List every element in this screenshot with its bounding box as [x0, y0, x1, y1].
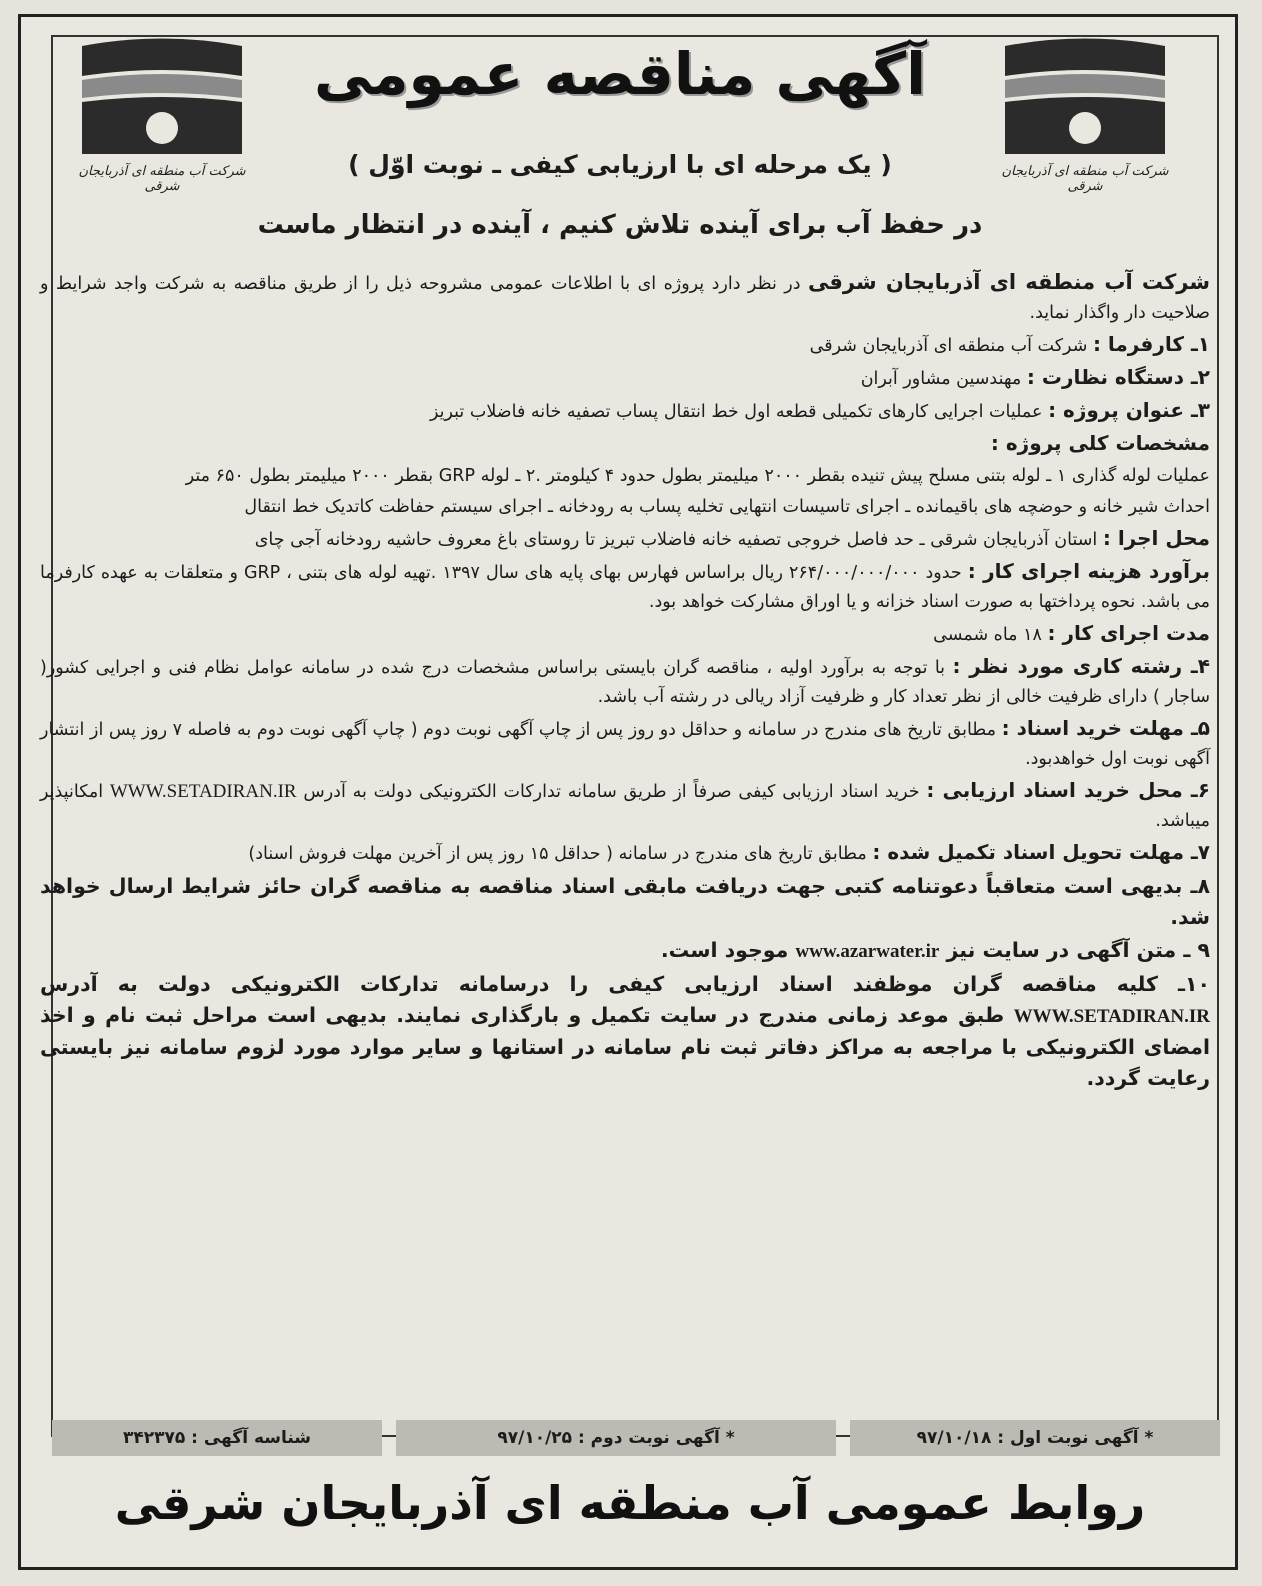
item-duration — [40, 619, 1210, 650]
item9-text-a: ۹ ـ متن آگهی در سایت نیز — [946, 938, 1210, 962]
specs-line-2: احداث شیر خانه و حوضچه های باقیمانده ـ اجرای تاسیسات انتهایی تخلیه پساب به رودخانه ـ اجرای سیستم حفاظت کاتدیک خط انتقال — [244, 497, 1210, 517]
delivery-label: ۷ـ مهلت تحویل اسناد تکمیل شده : — [872, 840, 1210, 864]
item10-text-b: طبق موعد زمانی مندرج در سایت تکمیل و بارگذاری نمایند. بدیهی است مراحل ثبت نام و اخذ امضای الکترونیکی با مراجعه به مراکز دفاتر ثبت نام سامانه در استانها و سایر موارد مورد لزوم سامانه نیز بایستی رعایت گردد. — [40, 1003, 1210, 1090]
public-relations-title: روابط عمومی آب منطقه ای آذربایجان شرقی — [114, 1476, 1146, 1530]
item-project — [40, 396, 1210, 427]
purchase-label: ۶ـ محل خرید اسناد ارزیابی : — [926, 778, 1210, 802]
duration-label: مدت اجرای کار : — [1047, 621, 1210, 645]
field-label: ۴ـ رشته کاری مورد نظر : — [952, 654, 1210, 678]
item-location — [40, 524, 1210, 555]
employer-value: شرکت آب منطقه ای آذربایجان شرقی — [809, 336, 1088, 356]
item-8: ۸ـ بدیهی است متعاقباً دعوتنامه کتبی جهت دریافت مابقی اسناد مناقصه به مناقصه گران حائز شرایط ارسال خواهد شد. — [40, 874, 1210, 929]
page-title: آگهی مناقصه عمومی — [313, 40, 927, 108]
specs-label: مشخصات کلی پروژه : — [990, 431, 1210, 455]
employer-label: ۱ـ کارفرما : — [1092, 332, 1210, 356]
supervisor-label: ۲ـ دستگاه نظارت : — [1026, 365, 1210, 389]
purchase-url-link[interactable]: WWW.SETADIRAN.IR — [109, 781, 297, 802]
water-logo-icon — [1000, 36, 1170, 156]
publication-dates-bar — [40, 1420, 1220, 1460]
field-value: با توجه به برآورد اولیه ، مناقصه گران بایستی براساس مشخصات درج شده در سامانه عوامل نظام فنی و اجرایی کشور( ساجار ) دارای ظرفیت خالی از نظر تعداد کار و ظرفیت آزاد ریالی در رشته آب باشد. — [40, 658, 1210, 707]
company-logo-right — [985, 36, 1185, 196]
page-subtitle: ( یک مرحله ای با ارزیابی کیفی ـ نوبت اوّل ) — [348, 150, 892, 179]
item-cost — [40, 557, 1210, 617]
item-deadline — [40, 714, 1210, 774]
purchase-value: خرید اسناد ارزیابی کیفی صرفاً از طریق سامانه تدارکات الکترونیکی دولت به آدرس — [303, 782, 920, 802]
item-supervisor — [40, 363, 1210, 394]
cost-label: برآورد هزینه اجرای کار : — [967, 559, 1210, 583]
item-field — [40, 652, 1210, 712]
item-employer — [40, 330, 1210, 361]
item9-url-link[interactable]: www.azarwater.ir — [795, 941, 940, 962]
company-logo-left — [62, 36, 262, 196]
intro-paragraph — [40, 268, 1210, 328]
specs-heading — [40, 429, 1210, 460]
second-publication-date: * آگهی نوبت دوم : ۹۷/۱۰/۲۵ — [396, 1420, 836, 1456]
slogan: در حفظ آب برای آینده تلاش کنیم ، آینده در انتظار ماست — [257, 210, 983, 240]
item9-text-b: موجود است. — [660, 938, 789, 962]
water-logo-icon — [77, 36, 247, 156]
intro-text: در نظر دارد پروژه ای با اطلاعات عمومی مشروحه ذیل را از طریق مناقصه به شرکت واجد شرایط و صلاحیت دار واگذار نماید. — [40, 274, 1210, 323]
location-value: استان آذربایجان شرقی ـ حد فاصل خروجی تصفیه خانه فاضلاب تبریز تا روستای باغ معروف حاشیه رودخانه آجی چای — [254, 530, 1098, 550]
supervisor-value: مهندسین مشاور آبران — [860, 369, 1022, 389]
project-value: عملیات اجرایی کارهای تکمیلی قطعه اول خط انتقال پساب تصفیه خانه فاضلاب تبریز — [429, 402, 1043, 422]
specs-line-1: عملیات لوله گذاری ۱ ـ لوله بتنی مسلح پیش تنیده بقطر ۲۰۰۰ میلیمتر بطول حدود ۴ کیلومتر .۲ ـ لوله GRP بقطر ۲۰۰۰ میلیمتر بطول ۶۵۰ متر — [185, 466, 1210, 486]
advertisement-body — [40, 268, 1210, 1096]
cost-value: حدود ۲۶۴/۰۰۰/۰۰۰/۰۰۰ ریال براساس فهارس بهای پایه های سال ۱۳۹۷ .تهیه لوله های بتنی ، GRP و متعلقات به عهده کارفرما می باشد. نحوه پرداختها به صورت اسناد خزانه و یا اوراق مشارکت خواهد بود. — [40, 563, 1210, 612]
first-publication-date: * آگهی نوبت اول : ۹۷/۱۰/۱۸ — [850, 1420, 1220, 1456]
item-10 — [40, 969, 1210, 1094]
item-delivery — [40, 838, 1210, 869]
item-purchase — [40, 776, 1210, 836]
intro-company: شرکت آب منطقه ای آذربایجان شرقی — [807, 270, 1210, 294]
logo-caption: شرکت آب منطقه ای آذربایجان شرقی — [78, 164, 246, 194]
project-label: ۳ـ عنوان پروژه : — [1048, 398, 1210, 422]
delivery-value: مطابق تاریخ های مندرج در سامانه ( حداقل ۱۵ روز پس از آخرین مهلت فروش اسناد) — [248, 844, 867, 864]
logo-caption: شرکت آب منطقه ای آذربایجان شرقی — [1001, 164, 1169, 194]
advertisement-id: شناسه آگهی : ۳۴۲۳۷۵ — [52, 1420, 382, 1456]
item10-url-link[interactable]: WWW.SETADIRAN.IR — [1013, 1006, 1210, 1027]
item10-text-a: ۱۰ـ کلیه مناقصه گران موظفند اسناد ارزیابی کیفی را درسامانه تدارکات الکترونیکی دولت به آدرس — [40, 972, 1210, 996]
location-label: محل اجرا : — [1102, 526, 1210, 550]
deadline-label: ۵ـ مهلت خرید اسناد : — [1001, 716, 1210, 740]
item-9 — [40, 935, 1210, 967]
duration-value: ۱۸ ماه شمسی — [933, 625, 1042, 645]
purchase-tail: امکانپذیر میباشد. — [40, 782, 1210, 831]
deadline-value: مطابق تاریخ های مندرج در سامانه و حداقل دو روز پس از چاپ آگهی نوبت دوم ( چاپ آگهی نوبت دوم به فاصله ۷ روز پس از انتشار آگهی نوبت اول خواهدبود. — [40, 720, 1210, 769]
